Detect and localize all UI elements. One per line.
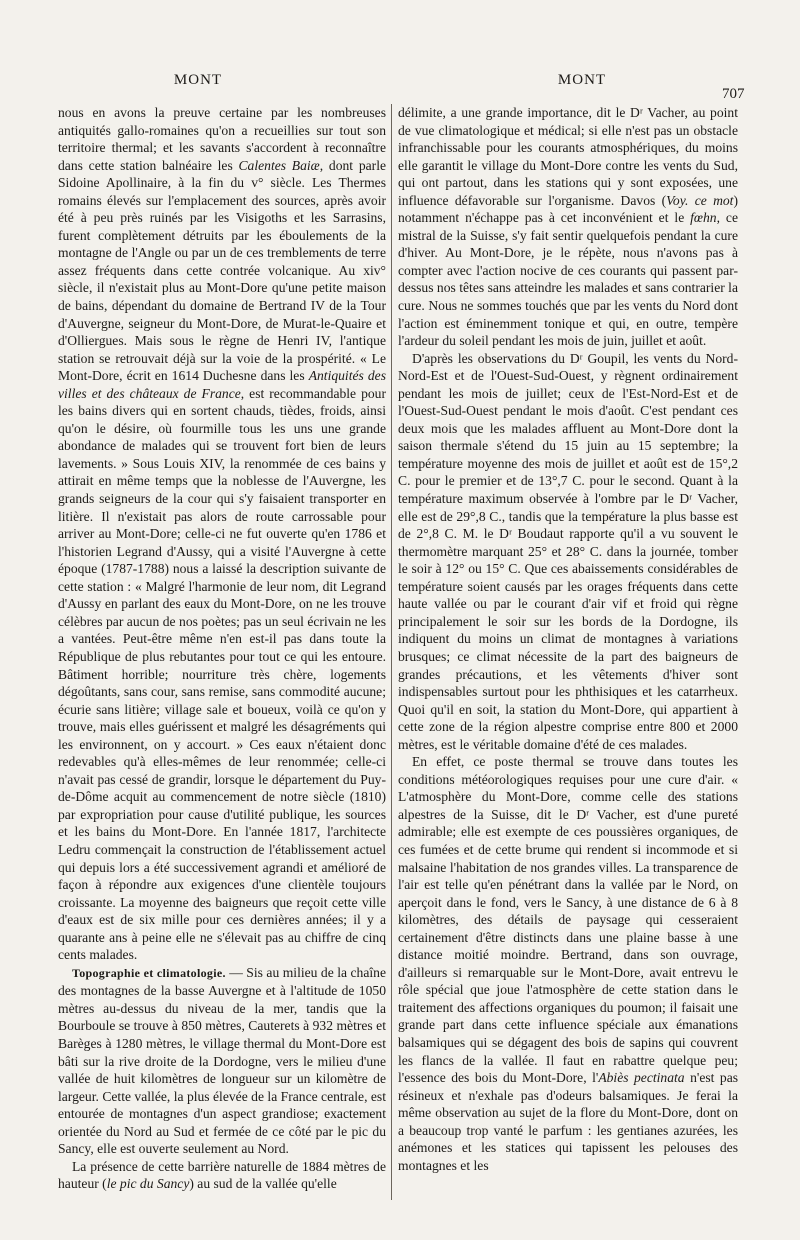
paragraph-atmosphere: En effet, ce poste thermal se trouve dans toutes les conditions météorologiques requises pour une cure d'air. « L'atmosphère du Mont-Dore, comme celle des stations alpestres de la Suisse, dit le Dʳ Vacher, est d'une pureté admirable; elle est exempte de ces poussières organiques, de ces fumées et de cette brume qui rendent si incommode et si malsaine l'habitation de nos grandes villes. La transparence de l'air est telle qu'en pénétrant dans la vallée par le Nord, on aperçoit dans le fond, vers le Sancy, à une distance de 6 à 8 kilomètres, des détails de paysage qui cesseraient certainement d'être distincts dans une plaine basse à une distance moitié moindre. Bertrand, dans son ouvrage, d'ailleurs si remarquable sur le Mont-Dore, avait entrevu le rôle spécial que joue l'atmosphère de cette station dans le traitement des affections organiques du poumon; il faisait une grande part dans cette influence spéciale aux émanations balsamiques qui se dégagent des bois de sapins qui couvrent les flancs de la vallée. Il faut en rabattre quelque peu; l'essence des bois du Mont-Dore, l'Abiès pectinata n'est pas résineux et n'exhale pas d'odeurs balsamiques. Je ferai la même observation au sujet de la flore du Mont-Dore, dont on a beaucoup trop vanté le parfum : les gentianes azurées, les anémones et les statices qui tapissent les pelouses des montagnes et les	[398, 754, 739, 1173]
section-heading: Topographie et climatologie.	[72, 965, 226, 980]
paragraph-sancy: La présence de cette barrière naturelle de 1884 mètres de hauteur (le pic du Sancy) au sud de la vallée qu'elle	[58, 1158, 386, 1192]
column-divider	[391, 104, 392, 1200]
paragraph-topography: Topographie et climatologie. — Sis au milieu de la chaîne des montagnes de la basse Auvergne et à l'altitude de 1050 mètres au-dessus du niveau de la mer, tandis que la Bourboule se trouve à 850 mètres, Cauterets à 932 mètres et Barèges à 1280 mètres, le village thermal du Mont-Dore est bâti sur la rive droite de la Dordogne, vers le milieu d'une vallée de huit kilomètres de longueur sur un kilomètre de largeur. Cette vallée, la plus élevée de la France centrale, est entourée de montagnes d'un aspect grandiose; exactement orientée du Nord au Sud et fermée de ce côté par le pic du Sancy, elle est ouverte seulement au Nord.	[58, 964, 386, 1157]
right-column	[398, 104, 738, 1174]
left-column	[58, 104, 386, 1193]
paragraph-observations: D'après les observations du Dʳ Goupil, les vents du Nord-Nord-Est et de l'Ouest-Sud-Ouest, y règnent ordinairement pendant les mois de juillet; ceux de l'Est-Nord-Est et de l'Ouest-Sud-Ouest pendant le mois d'août. C'est pendant ces deux mois que les malades affluent au Mont-Dore dont la saison thermale s'étend du 15 juin au 15 septembre; la température moyenne des mois de juillet et août est de 15°,2 C. pour le premier et de 13°,7 C. pour le second. Quant à la température maximum observée à l'ombre par le Dʳ Vacher, elle est de 29°,8 C., tandis que la température la plus basse est de 2°,8 C. M. le Dʳ Boudaut rapporte qu'il a vu souvent le thermomètre marquant 25° et 28° C. dans la journée, tomber le soir à 12° ou 15° C. Que ces abaissements considérables de température soient causés par les orages fréquents dans cette haute vallée ou par le courant d'air vif et froid qui règne principalement le soir sur les bords de la Dordogne, ils indiquent du moins un climat de montagnes à variations brusques; ce climat nécessite de la part des baigneurs de grandes précautions, et les vêtements d'hiver sont indispensables surtout pour les phthisiques et les catarrheux. Quoi qu'il en soit, la station du Mont-Dore, qui appartient à cette zone de la région alpestre comprise entre 800 et 2000 mètres, est le véritable domaine d'été de ces malades.	[398, 350, 738, 752]
running-head-right: MONT	[557, 72, 607, 88]
paragraph-winds: délimite, a une grande importance, dit le Dʳ Vacher, au point de vue climatologique et médical; si elle n'est pas un obstacle infranchissable pour les courants atmosphériques, du moins elle garantit le village du Mont-Dore contre les vents du Sud, qui ont partout, dans les stations qui y sont exposées, une influence défavorable sur l'organisme. Davos (Voy. ce mot) notamment n'échappe pas à cet inconvénient et le fœhn, ce mistral de la Suisse, s'y fait sentir quelquefois pendant la cure d'hiver. Au Mont-Dore, je le répète, nous n'avons pas à compter avec l'action nocive de ces courants qui passent par-dessus nos têtes sans atteindre les malades et sans contrarier la cure. Nous ne sommes touchés que par les vents du Nord dont l'action est éminemment tonique et qui, en outre, tempère l'ardeur du soleil pendant les mois de juin, juillet et août.	[398, 105, 738, 349]
running-head-left: MONT	[173, 72, 223, 88]
page-number: 707	[722, 86, 745, 102]
paragraph-history: nous en avons la preuve certaine par les nombreuses antiquités gallo-romaines qu'on a recueillies sur tout son territoire thermal; et les savants s'accordent à reconnaître dans cette station balnéaire les Calentes Baiæ, dont parle Sidoine Apollinaire, à la fin du v° siècle. Les Thermes romains élevés sur l'emplacement des sources, après avoir été à peu près ruinés par les Visigoths et les Sarrasins, furent complètement détruits par les éboulements de la montagne de l'Angle ou par un de ces tremblements de terre assez fréquents dans cette contrée volcanique. Au xiv° siècle, il n'existait plus au Mont-Dore qu'une petite maison de bains, dépendant du domaine de Bertrand IV de la Tour d'Auvergne, seigneur du Mont-Dore, de Murat-le-Quaire et d'Olliergues. Mais sous le règne de Henri IV, l'antique station se retrouvait déjà sur la voie de la prospérité. « Le Mont-Dore, écrit en 1614 Duchesne dans les Antiquités des villes et des châteaux de France, est recommandable pour les bains divers qui en sortent chauds, tièdes, froids, ainsi qu'on le désire, où fourmille tous les uns une grande abondance de malades qui se trouvent fort bien de leurs lavements. » Sous Louis XIV, la renommée de ces bains y attirait en même temps que la noblesse de l'Auvergne, les grands seigneurs de la cour qui s'y faisaient transporter en litière. Il n'existait pas alors de route carrossable pour arriver au Mont-Dore; celle-ci ne fut ouverte qu'en 1786 et l'historien Legrand d'Aussy, qui a visité l'Auvergne à cette époque (1787-1788) nous a laissé la description suivante de cette station : « Malgré l'harmonie de leur nom, dit Legrand d'Aussy en parlant des eaux du Mont-Dore, on ne les trouve célèbres par aucun de nos poètes; pas un seul écrivain ne les a vantées. Peut-être même n'en est-il pas dans toute la République de plus rebutantes pour tout ce qui les entoure. Bâtiment horrible; nourriture très chère, logements dégoûtants, sans cour, sans remise, sans commodité aucune; écurie sans litière; village sale et boueux, voilà ce qu'on y trouve, mais elles guérissent et malgré les désagréments qui les environnent, on y accourt. » Ces eaux n'étaient donc redevables qu'à elles-mêmes de leur renommée; celle-ci n'avait pas cessé de grandir, lorsque le département du Puy-de-Dôme acquit au commencement de notre siècle (1810) par expropriation pour cause d'utilité publique, les sources et les bains du Mont-Dore. En l'année 1817, l'architecte Ledru commençait la construction de l'établissement actuel qui depuis lors a été successivement agrandi et amélioré de façon à répondre aux exigences d'une clientèle toujours croissante. La moyenne des baigneurs que reçoit cette ville d'eaux est de six mille pour ces dernières années; il y a quarante ans à peine elle ne s'élevait pas au chiffre de cinq cents malades.	[58, 105, 387, 963]
